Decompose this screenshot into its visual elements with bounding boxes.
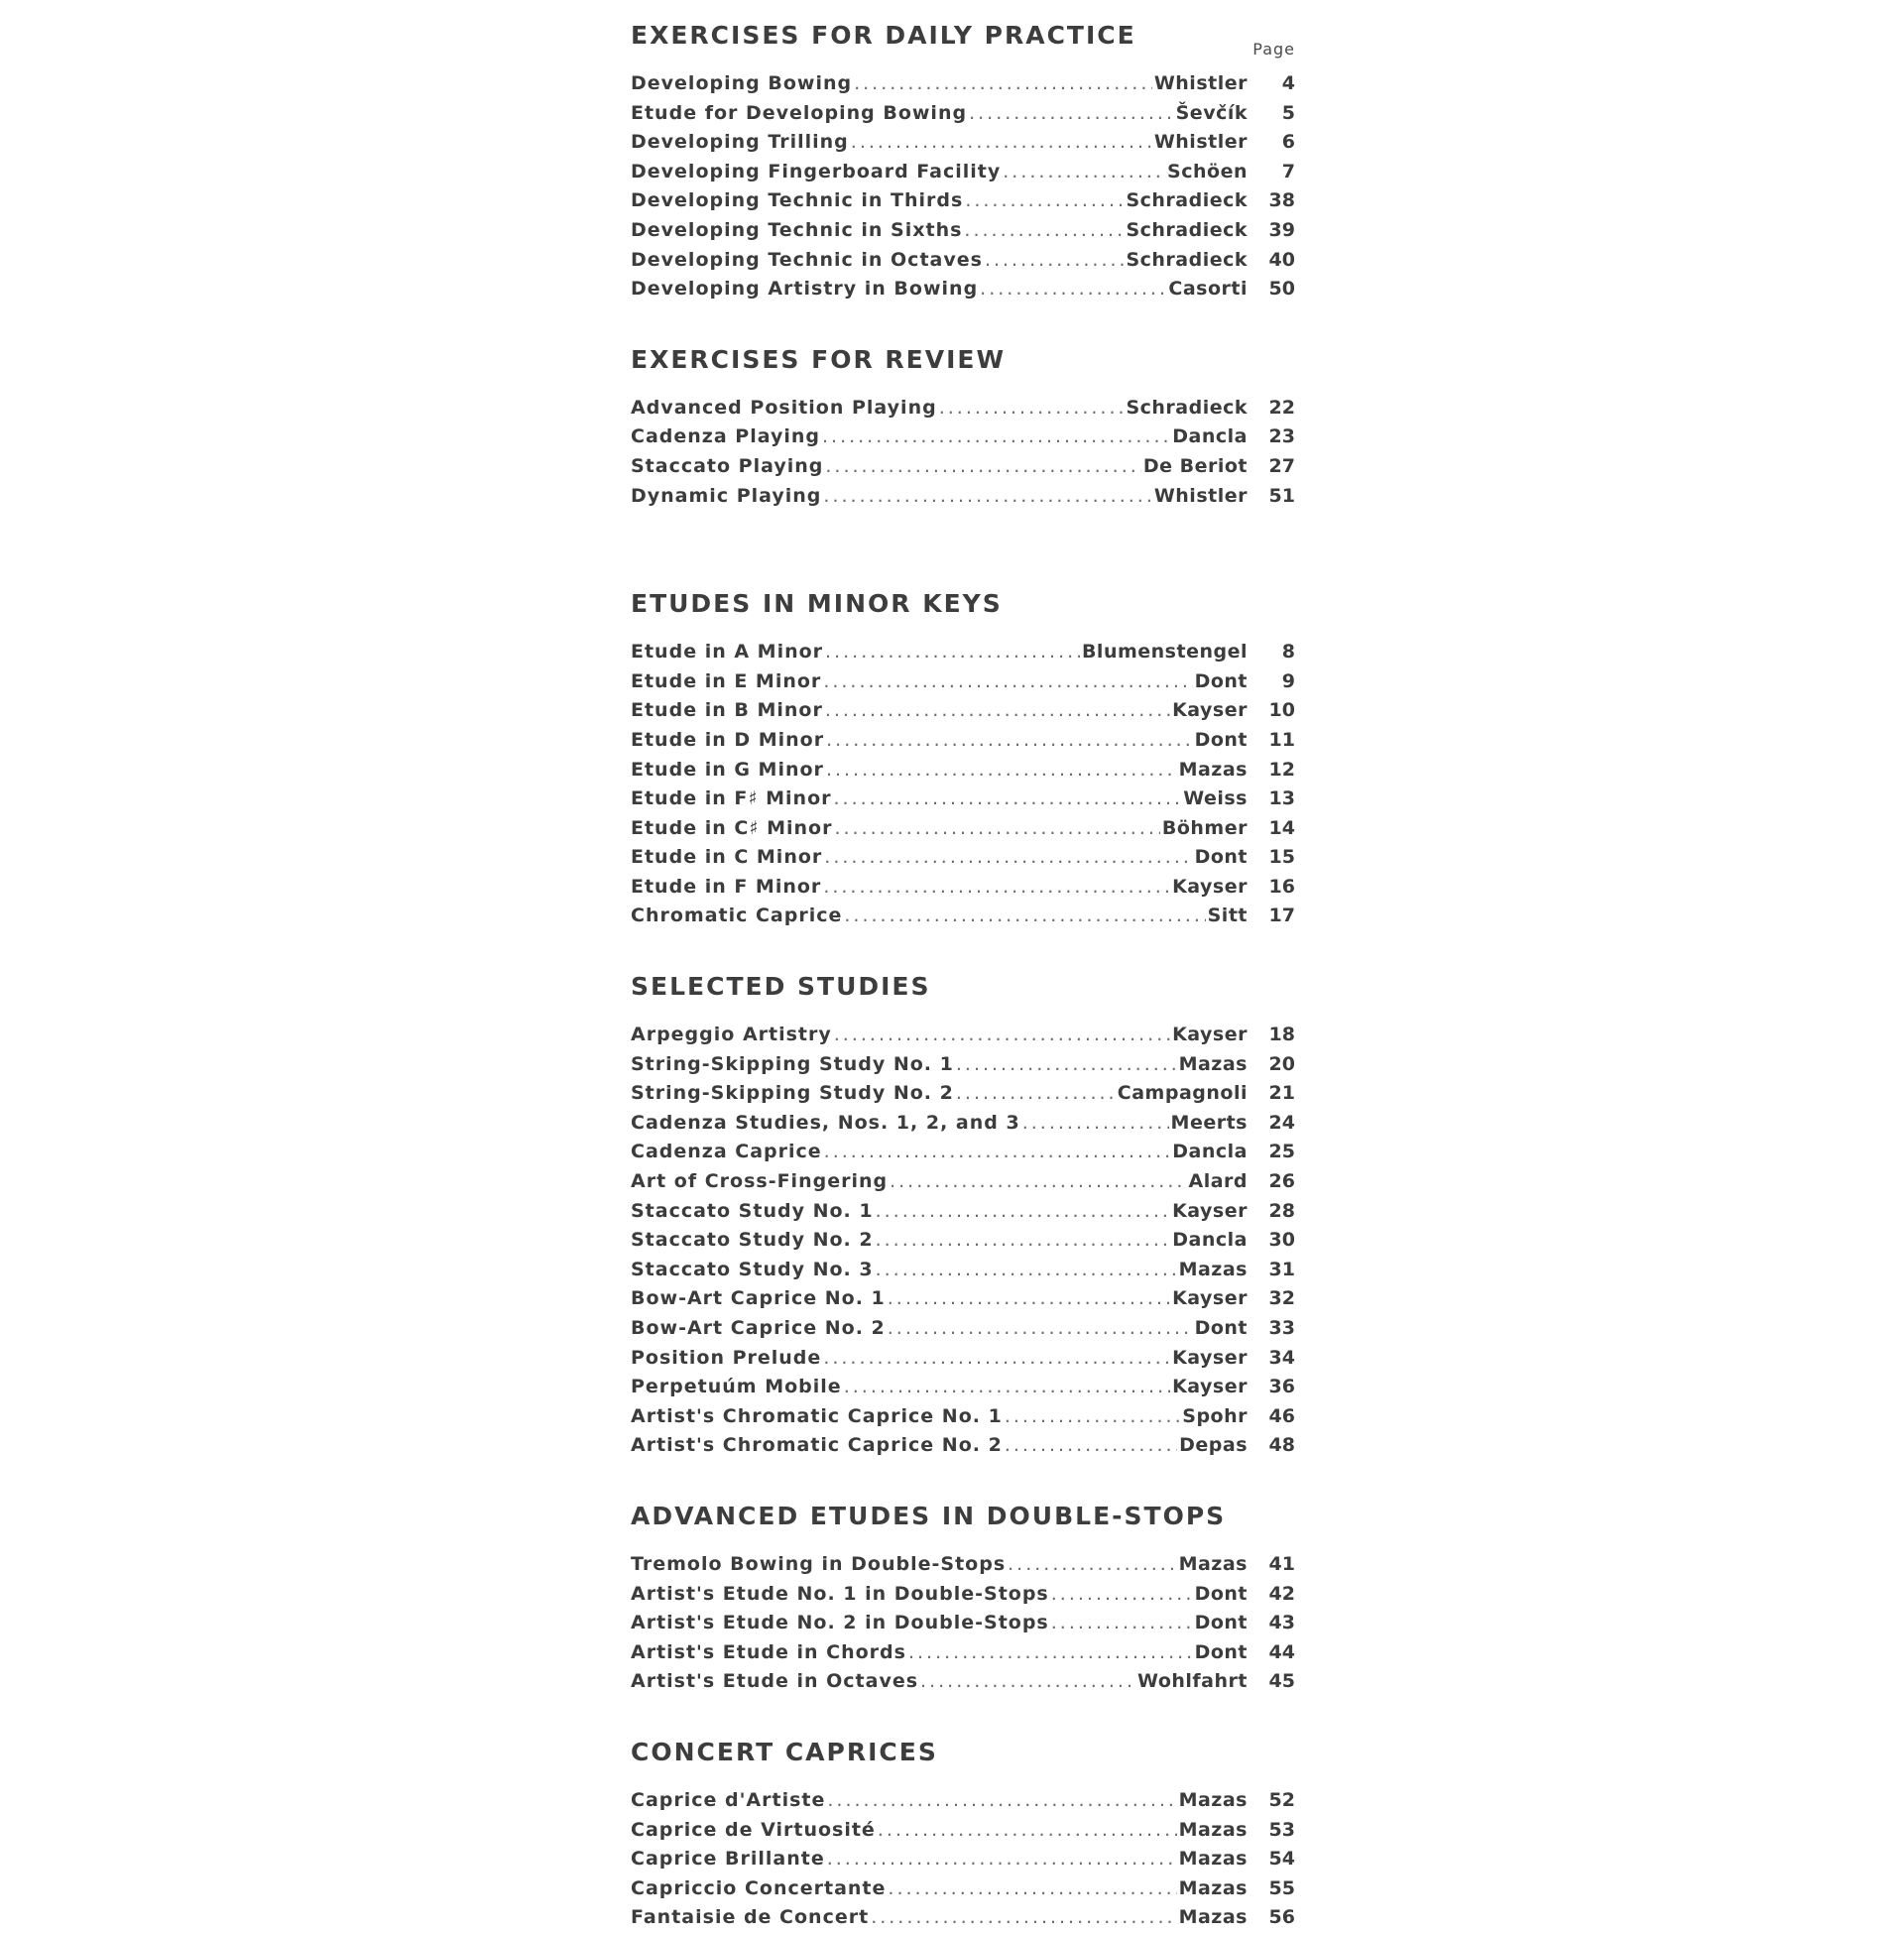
toc-entry	[631, 1109, 1295, 1139]
entry-composer: Whistler	[1153, 72, 1248, 94]
dot-leader	[827, 1845, 1177, 1874]
dot-leader	[964, 216, 1124, 246]
entry-composer: Kayser	[1172, 1199, 1248, 1222]
entry-title: Etude in F♯ Minor	[631, 787, 832, 810]
section-concert-caprices	[631, 1735, 1295, 1933]
section-double-stops	[631, 1499, 1295, 1697]
entry-title: Caprice Brillante	[631, 1848, 825, 1871]
entry-composer: Kayser	[1172, 1287, 1248, 1310]
entry-page-number: 25	[1268, 1141, 1295, 1163]
entry-composer: Dont	[1194, 1640, 1248, 1663]
entry-page-number: 28	[1268, 1199, 1295, 1222]
entry-composer: Schradieck	[1126, 189, 1248, 212]
entry-list	[631, 69, 1295, 304]
dot-leader	[823, 482, 1151, 512]
toc-entry	[631, 186, 1295, 216]
toc-entry	[631, 482, 1295, 512]
toc-entry	[631, 1373, 1295, 1402]
entry-title: Position Prelude	[631, 1346, 822, 1369]
entry-page-number: 54	[1268, 1848, 1295, 1871]
dot-leader	[969, 99, 1174, 129]
entry-page-number: 43	[1268, 1612, 1295, 1634]
entry-page-number: 52	[1268, 1788, 1295, 1811]
toc-entry	[631, 1284, 1295, 1314]
dot-leader	[980, 275, 1166, 304]
entry-title: Etude in C♯ Minor	[631, 816, 833, 839]
toc-entry	[631, 902, 1295, 931]
entry-composer: Kayser	[1172, 699, 1248, 722]
entry-page-number: 5	[1281, 101, 1295, 124]
dot-leader	[834, 785, 1182, 814]
entry-composer: Dancla	[1172, 1141, 1248, 1163]
section-title: EXERCISES FOR REVIEW	[631, 344, 1007, 374]
entry-page-number: 46	[1268, 1404, 1295, 1427]
entry-composer: Schradieck	[1126, 248, 1248, 271]
entry-title: Capriccio Concertante	[631, 1876, 887, 1899]
entry-title: Staccato Study No. 3	[631, 1258, 874, 1280]
toc-entry	[631, 1786, 1295, 1816]
entry-title: Perpetuúm Mobile	[631, 1376, 842, 1398]
entry-page-number: 20	[1268, 1052, 1295, 1075]
dot-leader	[834, 1021, 1170, 1050]
entry-page-number: 39	[1268, 218, 1295, 241]
entry-title: Developing Artistry in Bowing	[631, 278, 979, 301]
entry-page-number: 17	[1268, 905, 1295, 927]
dot-leader	[823, 1344, 1170, 1374]
entry-composer: Whistler	[1153, 131, 1248, 154]
dot-leader	[1051, 1580, 1193, 1610]
entry-title: Etude in G Minor	[631, 758, 824, 781]
entry-title: Artist's Etude in Octaves	[631, 1670, 919, 1693]
page-column-header: Page	[1252, 40, 1295, 59]
dot-leader	[1022, 1109, 1169, 1139]
toc-entry	[631, 696, 1295, 726]
dot-leader	[939, 394, 1125, 423]
entry-page-number: 42	[1268, 1582, 1295, 1605]
entry-page-number: 45	[1268, 1670, 1295, 1693]
entry-composer: Spohr	[1182, 1404, 1248, 1427]
toc-entry	[631, 423, 1295, 452]
entry-composer: Mazas	[1178, 1876, 1248, 1899]
entry-composer: Dont	[1194, 1612, 1248, 1634]
toc-entry	[631, 128, 1295, 158]
entry-title: Caprice d'Artiste	[631, 1788, 826, 1811]
entry-composer: Dancla	[1172, 425, 1248, 448]
entry-composer: De Beriot	[1142, 454, 1248, 477]
entry-page-number: 22	[1268, 396, 1295, 419]
dot-leader	[826, 756, 1177, 785]
entry-page-number: 15	[1268, 846, 1295, 869]
entry-page-number: 32	[1268, 1287, 1295, 1310]
dot-leader	[876, 1256, 1177, 1285]
entry-title: Chromatic Caprice	[631, 905, 843, 927]
entry-composer: Sitt	[1207, 905, 1248, 927]
entry-title: Developing Bowing	[631, 72, 853, 94]
entry-composer: Weiss	[1183, 787, 1248, 810]
dot-leader	[851, 128, 1152, 158]
dot-leader	[888, 1874, 1176, 1904]
dot-leader	[1005, 1431, 1177, 1461]
dot-leader	[1003, 158, 1165, 187]
section-title: EXERCISES FOR DAILY PRACTICE	[631, 21, 1136, 50]
toc-entry	[631, 756, 1295, 785]
entry-title: Developing Technic in Octaves	[631, 248, 983, 271]
entry-page-number: 30	[1268, 1229, 1295, 1252]
entry-page-number: 23	[1268, 425, 1295, 448]
toc-entry	[631, 814, 1295, 844]
entry-composer: Whistler	[1153, 484, 1248, 507]
entry-title: Cadenza Playing	[631, 425, 820, 448]
entry-title: Developing Trilling	[631, 131, 849, 154]
entry-page-number: 33	[1268, 1317, 1295, 1339]
dot-leader	[890, 1167, 1186, 1197]
entry-title: String-Skipping Study No. 2	[631, 1082, 954, 1105]
entry-composer: Mazas	[1178, 1052, 1248, 1075]
entry-page-number: 18	[1268, 1024, 1295, 1046]
toc-entry	[631, 1580, 1295, 1610]
toc-entry	[631, 246, 1295, 276]
toc-entry	[631, 1845, 1295, 1874]
dot-leader	[823, 667, 1192, 697]
entry-composer: Campagnoli	[1117, 1082, 1248, 1105]
entry-title: Cadenza Caprice	[631, 1141, 822, 1163]
entry-composer: Ševčík	[1175, 101, 1248, 124]
toc-entry	[631, 1050, 1295, 1080]
dot-leader	[1008, 1550, 1176, 1580]
entry-page-number: 40	[1268, 248, 1295, 271]
entry-composer: Kayser	[1172, 1376, 1248, 1398]
entry-list	[631, 638, 1295, 931]
entry-title: Staccato Study No. 1	[631, 1199, 874, 1222]
entry-composer: Blumenstengel	[1081, 641, 1248, 664]
entry-title: Artist's Chromatic Caprice No. 2	[631, 1434, 1003, 1457]
entry-title: Etude in A Minor	[631, 641, 824, 664]
entry-title: Arpeggio Artistry	[631, 1024, 832, 1046]
entry-composer: Meerts	[1170, 1111, 1248, 1134]
entry-title: Etude in E Minor	[631, 669, 822, 692]
toc-entry	[631, 667, 1295, 697]
entry-page-number: 41	[1268, 1552, 1295, 1575]
entry-composer: Wohlfahrt	[1137, 1670, 1248, 1693]
entry-page-number: 27	[1268, 454, 1295, 477]
entry-title: Etude in D Minor	[631, 728, 825, 751]
entry-composer: Depas	[1179, 1434, 1248, 1457]
toc-entry	[631, 1314, 1295, 1344]
entry-page-number: 14	[1268, 816, 1295, 839]
dot-leader	[888, 1314, 1193, 1344]
entry-composer: Schöen	[1167, 160, 1248, 182]
toc-entry	[631, 1167, 1295, 1197]
entry-composer: Mazas	[1178, 1848, 1248, 1871]
entry-page-number: 12	[1268, 758, 1295, 781]
entry-page-number: 7	[1281, 160, 1295, 182]
entry-page-number: 48	[1268, 1434, 1295, 1457]
toc-entry	[631, 99, 1295, 129]
entry-page-number: 50	[1268, 278, 1295, 301]
entry-composer: Schradieck	[1126, 396, 1248, 419]
entry-title: Developing Technic in Sixths	[631, 218, 963, 241]
toc-entry	[631, 1344, 1295, 1374]
toc-entry	[631, 158, 1295, 187]
entry-title: Staccato Study No. 2	[631, 1229, 874, 1252]
entry-list	[631, 1786, 1295, 1933]
toc-entry	[631, 1638, 1295, 1668]
toc-entry	[631, 785, 1295, 814]
entry-page-number: 36	[1268, 1376, 1295, 1398]
entry-composer: Mazas	[1178, 1906, 1248, 1929]
entry-page-number: 56	[1268, 1906, 1295, 1929]
dot-leader	[1051, 1609, 1193, 1638]
entry-page-number: 13	[1268, 787, 1295, 810]
entry-page-number: 51	[1268, 484, 1295, 507]
dot-leader	[956, 1079, 1116, 1109]
entry-title: Cadenza Studies, Nos. 1, 2, and 3	[631, 1111, 1020, 1134]
section-title: CONCERT CAPRICES	[631, 1737, 938, 1766]
toc-entry	[631, 1609, 1295, 1638]
section-minor-keys	[631, 586, 1295, 931]
entry-composer: Casorti	[1168, 278, 1248, 301]
dot-leader	[956, 1050, 1177, 1080]
dot-leader	[824, 843, 1192, 873]
entry-composer: Mazas	[1178, 758, 1248, 781]
dot-leader	[823, 873, 1170, 903]
entry-title: Etude in F Minor	[631, 875, 822, 898]
entry-page-number: 38	[1268, 189, 1295, 212]
entry-title: Staccato Playing	[631, 454, 824, 477]
entry-page-number: 26	[1268, 1170, 1295, 1193]
entry-title: Caprice de Virtuosité	[631, 1818, 876, 1841]
entry-title: Tremolo Bowing in Double-Stops	[631, 1552, 1007, 1575]
dot-leader	[825, 452, 1140, 482]
dot-leader	[888, 1284, 1170, 1314]
dot-leader	[824, 1138, 1171, 1167]
toc-entry	[631, 873, 1295, 903]
entry-composer: Dont	[1194, 669, 1248, 692]
toc-entry	[631, 726, 1295, 756]
toc-entry	[631, 1256, 1295, 1285]
dot-leader	[854, 69, 1152, 99]
section-daily-practice	[631, 18, 1295, 304]
toc-entry	[631, 216, 1295, 246]
entry-list	[631, 394, 1295, 511]
toc-entry	[631, 452, 1295, 482]
dot-leader	[826, 726, 1192, 756]
dot-leader	[844, 902, 1205, 931]
toc-entry	[631, 1021, 1295, 1050]
entry-title: Advanced Position Playing	[631, 396, 937, 419]
dot-leader	[876, 1226, 1171, 1256]
entry-title: Developing Technic in Thirds	[631, 189, 964, 212]
toc-entry	[631, 1079, 1295, 1109]
toc-entry	[631, 1138, 1295, 1167]
dot-leader	[871, 1903, 1176, 1933]
toc-entry	[631, 1874, 1295, 1904]
toc-entry	[631, 1816, 1295, 1846]
entry-page-number: 44	[1268, 1640, 1295, 1663]
entry-composer: Böhmer	[1161, 816, 1248, 839]
entry-page-number: 34	[1268, 1346, 1295, 1369]
entry-title: Artist's Etude in Chords	[631, 1640, 906, 1663]
entry-title: String-Skipping Study No. 1	[631, 1052, 954, 1075]
entry-page-number: 10	[1268, 699, 1295, 722]
toc-entry	[631, 275, 1295, 304]
entry-page-number: 11	[1268, 728, 1295, 751]
entry-page-number: 24	[1268, 1111, 1295, 1134]
entry-title: Developing Fingerboard Facility	[631, 160, 1002, 182]
entry-page-number: 31	[1268, 1258, 1295, 1280]
dot-leader	[825, 638, 1080, 667]
entry-page-number: 9	[1281, 669, 1295, 692]
entry-composer: Dancla	[1172, 1229, 1248, 1252]
entry-composer: Mazas	[1178, 1818, 1248, 1841]
toc-entry	[631, 638, 1295, 667]
dot-leader	[825, 696, 1170, 726]
toc-entry	[631, 1550, 1295, 1580]
toc-entry	[631, 1903, 1295, 1933]
entry-page-number: 4	[1281, 72, 1295, 94]
section-title: SELECTED STUDIES	[631, 972, 931, 1002]
table-of-contents	[631, 18, 1295, 1933]
entry-composer: Dont	[1194, 728, 1248, 751]
entry-list	[631, 1021, 1295, 1461]
dot-leader	[908, 1638, 1193, 1668]
dot-leader	[878, 1816, 1177, 1846]
entry-title: Artist's Etude No. 1 in Double-Stops	[631, 1582, 1049, 1605]
section-title: ADVANCED ETUDES IN DOUBLE-STOPS	[631, 1501, 1227, 1530]
toc-entry	[631, 1667, 1295, 1697]
entry-composer: Schradieck	[1126, 218, 1248, 241]
toc-entry	[631, 69, 1295, 99]
dot-leader	[844, 1373, 1170, 1402]
entry-composer: Alard	[1188, 1170, 1248, 1193]
toc-entry	[631, 1197, 1295, 1227]
entry-title: Art of Cross-Fingering	[631, 1170, 889, 1193]
entry-title: Etude in C Minor	[631, 846, 823, 869]
entry-title: Artist's Etude No. 2 in Double-Stops	[631, 1612, 1049, 1634]
entry-composer: Dont	[1194, 1582, 1248, 1605]
entry-title: Bow-Art Caprice No. 2	[631, 1317, 886, 1339]
entry-title: Dynamic Playing	[631, 484, 822, 507]
dot-leader	[876, 1197, 1170, 1227]
entry-title: Artist's Chromatic Caprice No. 1	[631, 1404, 1003, 1427]
toc-entry	[631, 1402, 1295, 1432]
entry-page-number: 16	[1268, 875, 1295, 898]
toc-entry	[631, 394, 1295, 423]
toc-entry	[631, 843, 1295, 873]
entry-title: Etude in B Minor	[631, 699, 823, 722]
toc-entry	[631, 1226, 1295, 1256]
entry-composer: Kayser	[1172, 1024, 1248, 1046]
section-selected-studies	[631, 969, 1295, 1461]
entry-composer: Mazas	[1178, 1258, 1248, 1280]
entry-composer: Mazas	[1178, 1788, 1248, 1811]
entry-page-number: 6	[1281, 131, 1295, 154]
entry-page-number: 53	[1268, 1818, 1295, 1841]
section-title: ETUDES IN MINOR KEYS	[631, 589, 1003, 619]
entry-title: Bow-Art Caprice No. 1	[631, 1287, 886, 1310]
entry-composer: Dont	[1194, 1317, 1248, 1339]
dot-leader	[1005, 1402, 1180, 1432]
entry-page-number: 21	[1268, 1082, 1295, 1105]
dot-leader	[834, 814, 1159, 844]
section-review	[631, 342, 1295, 511]
dot-leader	[920, 1667, 1135, 1697]
dot-leader	[827, 1786, 1176, 1816]
entry-list	[631, 1550, 1295, 1697]
dot-leader	[822, 423, 1170, 452]
entry-title: Etude for Developing Bowing	[631, 101, 968, 124]
entry-composer: Kayser	[1172, 875, 1248, 898]
entry-composer: Kayser	[1172, 1346, 1248, 1369]
entry-page-number: 8	[1281, 641, 1295, 664]
toc-entry	[631, 1431, 1295, 1461]
entry-title: Fantaisie de Concert	[631, 1906, 870, 1929]
dot-leader	[965, 186, 1124, 216]
entry-composer: Dont	[1194, 846, 1248, 869]
entry-composer: Mazas	[1178, 1552, 1248, 1575]
dot-leader	[985, 246, 1125, 276]
entry-page-number: 55	[1268, 1876, 1295, 1899]
